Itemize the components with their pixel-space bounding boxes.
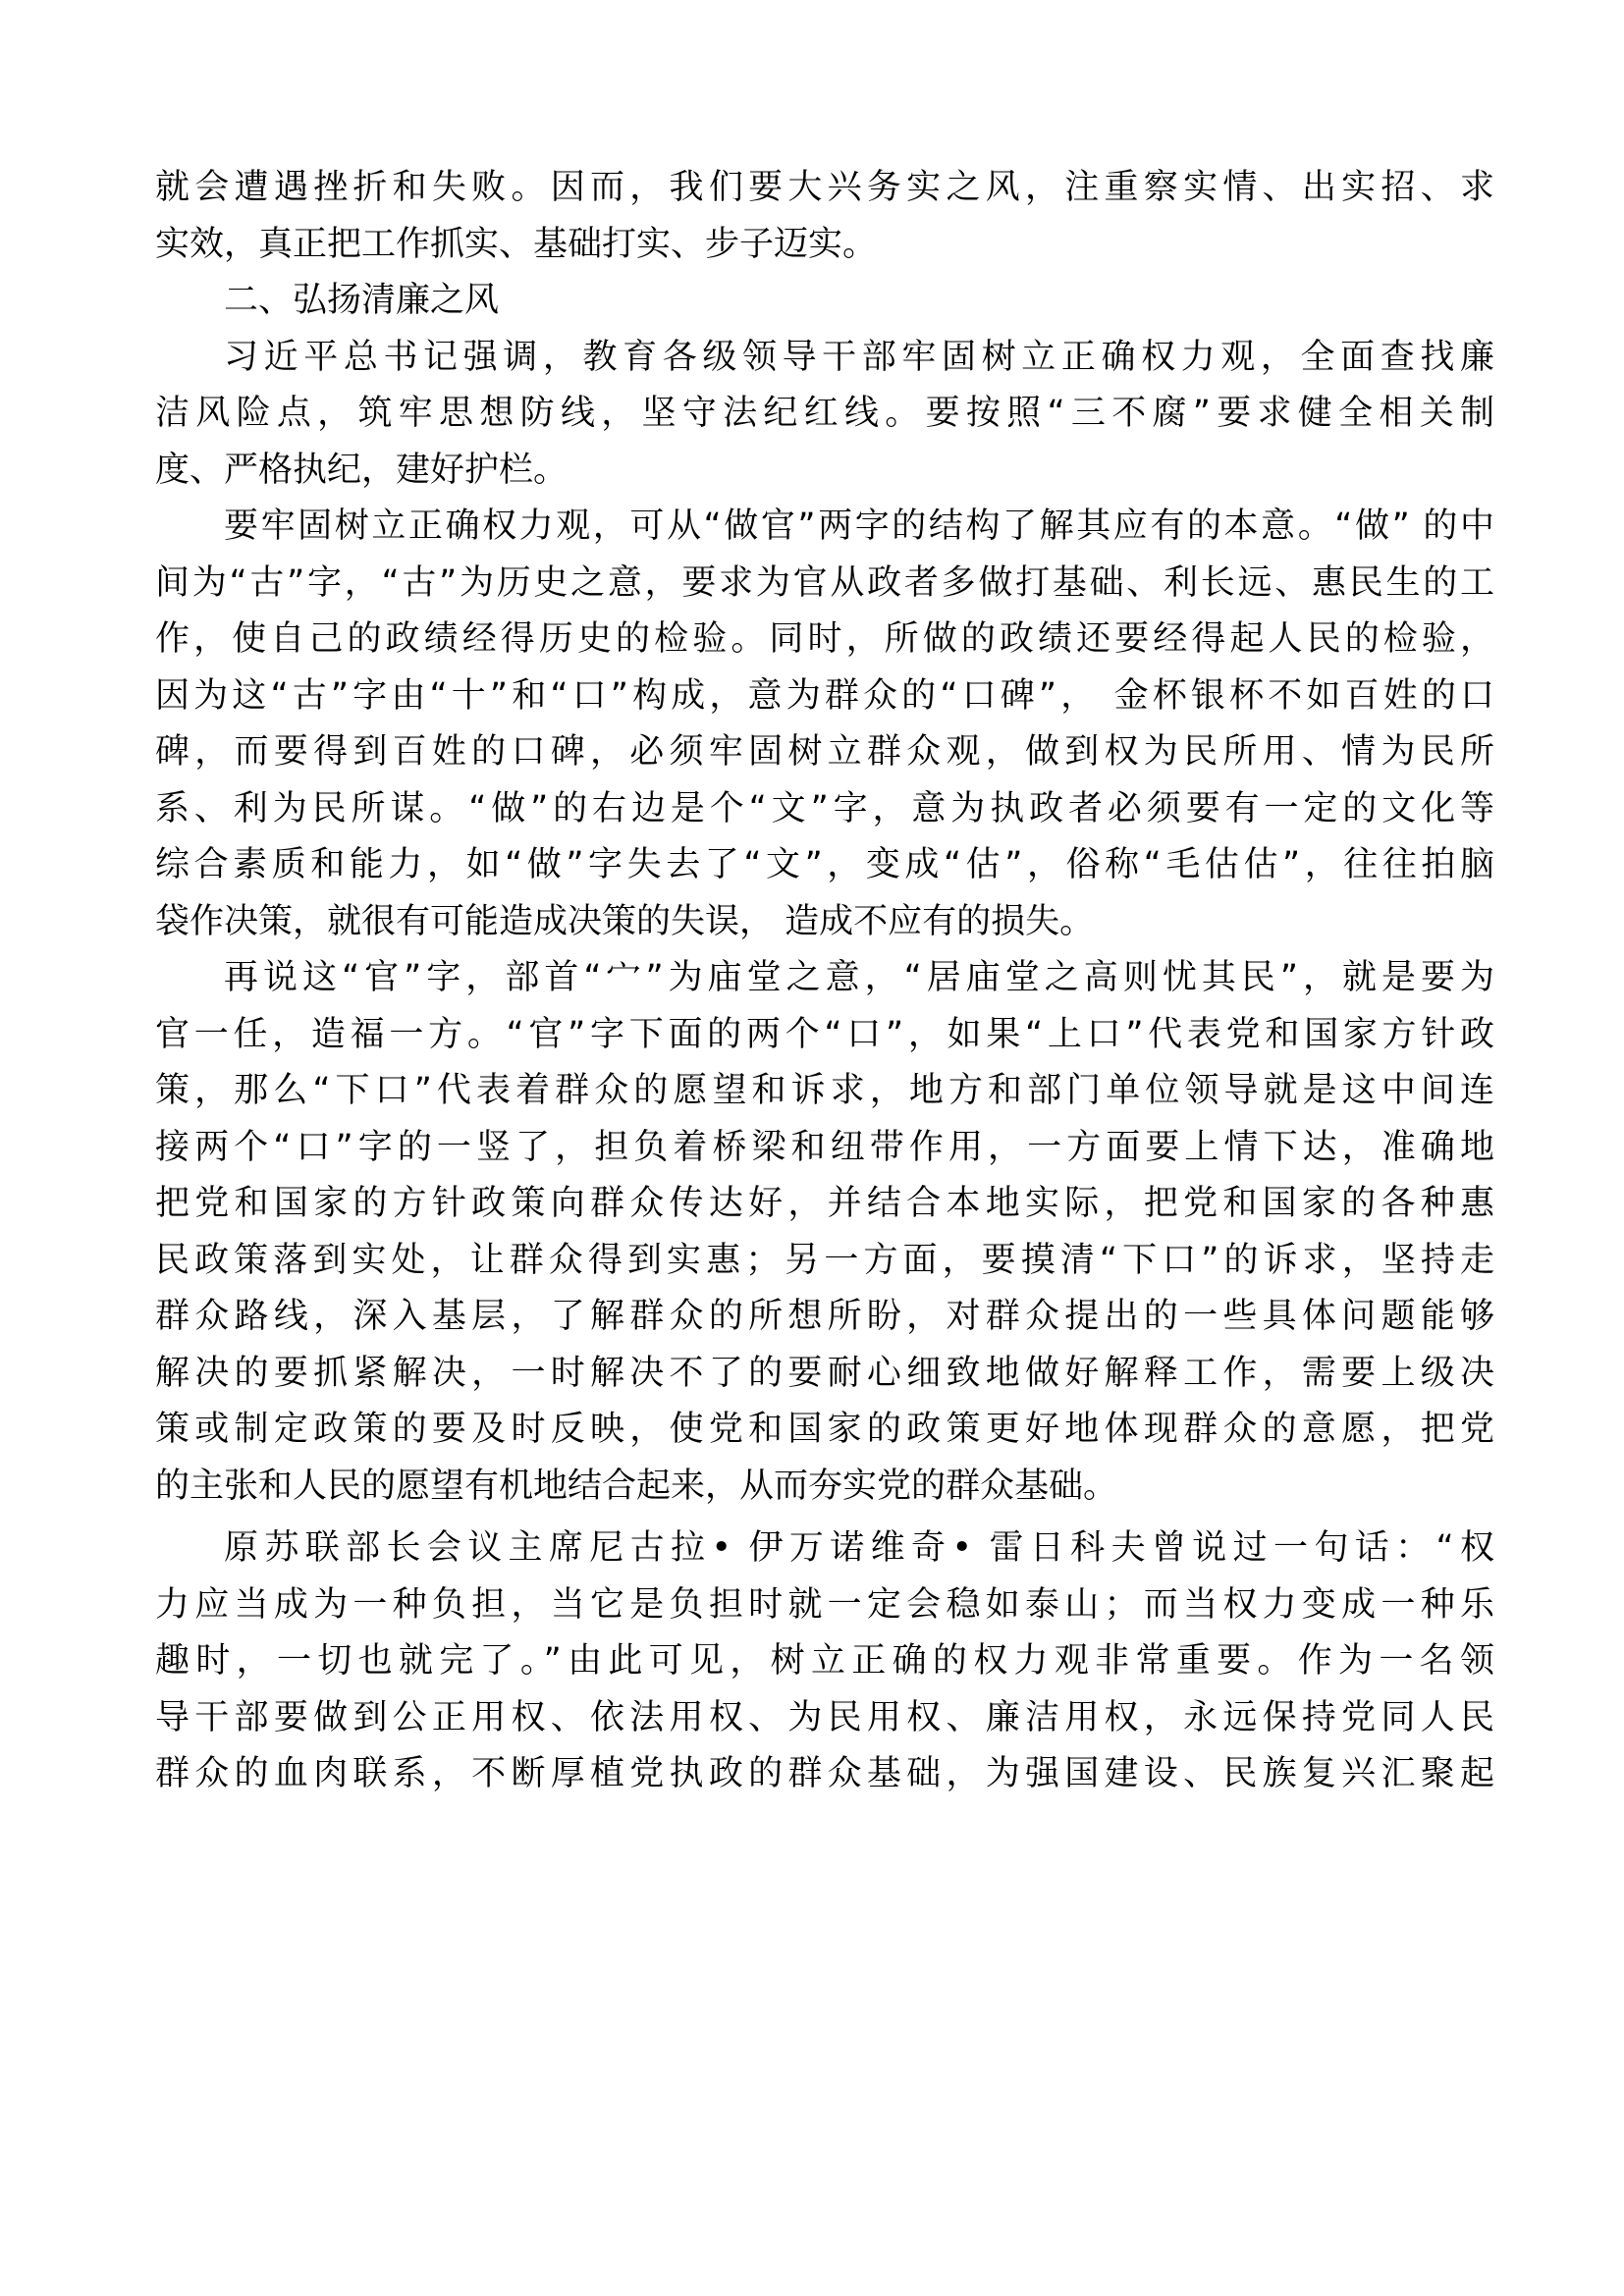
paragraph bbox=[155, 499, 1494, 950]
text-line: 习近平总书记强调，教育各级领导干部牢固树立正确权力观，全面查找廉 bbox=[224, 337, 1494, 377]
text-line: 群众的血肉联系，不断厚植党执政的群众基础，为强国建设、民族复兴汇聚起 bbox=[155, 1754, 1494, 1793]
text-line: 官一任，造福一方。“官”字下面的两个“口”，如果“上口”代表党和国家方针政 bbox=[155, 1014, 1494, 1054]
text-line: 策，那么“下口”代表着群众的愿望和诉求，地方和部门单位领导就是这中间连 bbox=[155, 1071, 1494, 1110]
text-line: 解决的要抓紧解决，一时解决不了的要耐心细致地做好解释工作，需要上级决 bbox=[155, 1353, 1494, 1393]
text-line: 作，使自己的政绩经得历史的检验。同时，所做的政绩还要经得起人民的检验， bbox=[155, 619, 1494, 659]
text-line: 力应当成为一种负担，当它是负担时就一定会稳如泰山；而当权力变成一种乐 bbox=[155, 1584, 1494, 1625]
paragraph bbox=[155, 330, 1494, 500]
text-line: 二、弘扬清廉之风 bbox=[224, 281, 500, 320]
text-line: 要牢固树立正确权力观，可从“做官”两字的结构了解其应有的本意。“做” 的中 bbox=[224, 507, 1494, 546]
text-line: 因为这“古”字由“十”和“口”构成，意为群众的“口碑”， 金杯银杯不如百姓的口 bbox=[155, 675, 1494, 716]
paragraph bbox=[155, 1521, 1494, 1803]
text-line: 接两个“口”字的一竖了，担负着桥梁和纽带作用，一方面要上情下达，准确地 bbox=[155, 1127, 1494, 1167]
paragraph bbox=[155, 160, 1494, 273]
text-line: 民政策落到实处，让群众得到实惠；另一方面，要摸清“下口”的诉求，坚持走 bbox=[155, 1240, 1494, 1280]
text-line: 再说这“官”字，部首“宀”为庙堂之意，“居庙堂之高则忧其民”，就是要为 bbox=[224, 958, 1494, 997]
text-line: 的主张和人民的愿望有机地结合起来，从而夯实党的群众基础。 bbox=[155, 1466, 1118, 1506]
text-line: 原苏联部长会议主席尼古拉• 伊万诺维奇• 雷日科夫曾说过一句话：“权 bbox=[224, 1528, 1494, 1568]
text-line: 实效，真正把工作抓实、基础打实、步子迈实。 bbox=[155, 224, 878, 264]
text-line: 综合素质和能力，如“做”字失去了“文”，变成“估”，俗称“毛估估”，往往拍脑 bbox=[155, 845, 1494, 884]
paragraph bbox=[155, 950, 1494, 1515]
text-line: 策或制定政策的要及时反映，使党和国家的政策更好地体现群众的意愿，把党 bbox=[155, 1410, 1494, 1449]
text-line: 趣时，一切也就完了。”由此可见，树立正确的权力观非常重要。作为一名领 bbox=[155, 1641, 1494, 1681]
text-line: 度、严格执纪，建好护栏。 bbox=[155, 450, 568, 490]
text-line: 就会遭遇挫折和失败。因而，我们要大兴务实之风，注重察实情、出实招、求 bbox=[155, 168, 1494, 207]
document-page bbox=[155, 160, 1494, 1803]
text-line: 间为“古”字，“古”为历史之意，要求为官从政者多做打基础、利长远、惠民生的工 bbox=[155, 562, 1494, 603]
paragraph bbox=[155, 273, 1494, 330]
text-line: 群众路线，深入基层，了解群众的所想所盼，对群众提出的一些具体问题能够 bbox=[155, 1297, 1494, 1336]
text-line: 洁风险点，筑牢思想防线，坚守法纪红线。要按照“三不腐”要求健全相关制 bbox=[155, 394, 1494, 433]
text-line: 袋作决策，就很有可能造成决策的失误， 造成不应有的损失。 bbox=[155, 901, 1095, 941]
text-line: 碑，而要得到百姓的口碑，必须牢固树立群众观，做到权为民所用、情为民所 bbox=[155, 732, 1494, 772]
text-line: 导干部要做到公正用权、依法用权、为民用权、廉洁用权，永远保持党同人民 bbox=[155, 1697, 1494, 1737]
text-line: 系、利为民所谋。“做”的右边是个“文”字，意为执政者必须要有一定的文化等 bbox=[155, 788, 1494, 828]
text-line: 把党和国家的方针政策向群众传达好，并结合本地实际，把党和国家的各种惠 bbox=[155, 1184, 1494, 1223]
